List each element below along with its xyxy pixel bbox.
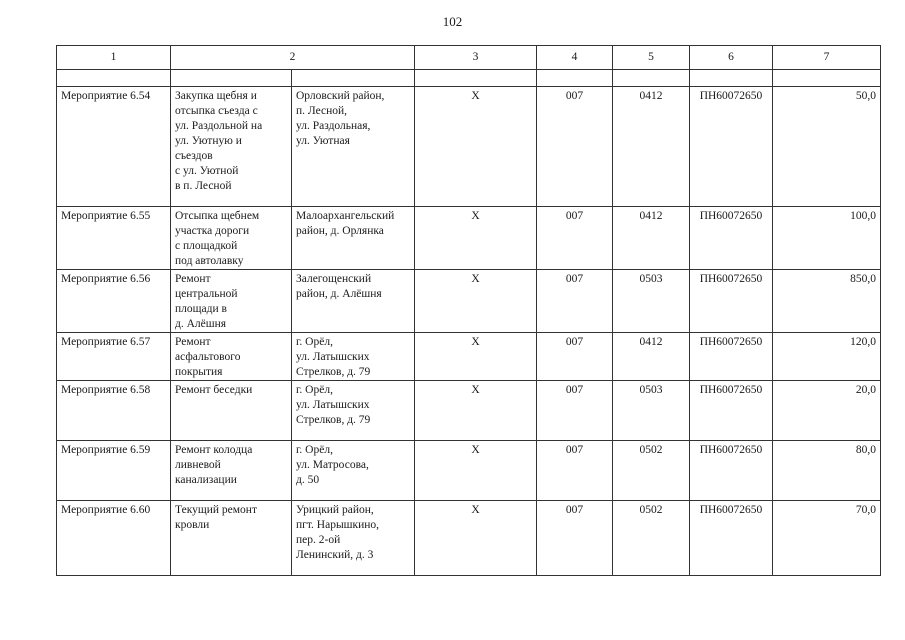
description-cell [171,333,292,381]
col5-cell: 0503 [613,270,690,333]
col5-cell: 0502 [613,501,690,576]
description-cell [171,207,292,270]
col3-cell: X [415,501,537,576]
location-cell-line: Орловский район, [296,90,385,102]
location-cell-line: пгт. Нарышкино, [296,519,380,531]
table-row [57,270,881,333]
header-col-4: 4 [537,46,613,70]
description-cell-line: Ремонт [175,273,211,285]
description-cell [171,87,292,207]
location-cell-line: район, д. Орлянка [296,225,384,237]
event-cell: Мероприятие 6.59 [57,441,171,501]
col4-cell: 007 [537,207,613,270]
col3-cell: X [415,381,537,441]
col3-cell: X [415,333,537,381]
location-cell-line: ул. Раздольная, [296,120,371,132]
col3-cell: X [415,207,537,270]
header-col-1: 1 [57,46,171,70]
location-cell-line: район, д. Алёшня [296,288,382,300]
description-cell-line: покрытия [175,366,223,378]
description-cell-line: в п. Лесной [175,180,232,192]
location-cell [292,501,415,576]
description-cell-line: д. Алёшня [175,318,227,330]
location-cell-line: Урицкий район, [296,504,374,516]
description-cell-line: Текущий ремонт [175,504,257,516]
event-cell: Мероприятие 6.54 [57,87,171,207]
amount-cell: 70,0 [773,501,881,576]
event-cell: Мероприятие 6.56 [57,270,171,333]
location-cell [292,207,415,270]
description-cell [171,501,292,576]
header-col-3: 3 [415,46,537,70]
table-row [57,87,881,207]
amount-cell: 100,0 [773,207,881,270]
table-row [57,333,881,381]
col4-cell: 007 [537,270,613,333]
header-row [57,46,881,70]
description-cell-line: асфальтового [175,351,241,363]
description-cell-line: с ул. Уютной [175,165,239,177]
amount-cell: 850,0 [773,270,881,333]
location-cell-line: Ленинский, д. 3 [296,549,374,561]
table-row [57,207,881,270]
event-cell: Мероприятие 6.58 [57,381,171,441]
table-row [57,381,881,441]
description-cell-line: Отсыпка щебнем [175,210,260,222]
col3-cell: X [415,270,537,333]
location-cell-line: ул. Матросова, [296,459,369,471]
col4-cell: 007 [537,333,613,381]
event-cell: Мероприятие 6.55 [57,207,171,270]
code-cell: ПН60072650 [690,270,773,333]
location-cell-line: ул. Латышских [296,351,370,363]
code-cell: ПН60072650 [690,501,773,576]
amount-cell: 50,0 [773,87,881,207]
description-cell-line: Ремонт [175,336,211,348]
description-cell-line: кровли [175,519,210,531]
description-cell-line: с площадкой [175,240,238,252]
description-cell-line: площади в [175,303,227,315]
description-cell [171,270,292,333]
description-cell [171,441,292,501]
event-cell: Мероприятие 6.57 [57,333,171,381]
location-cell-line: ул. Латышских [296,399,370,411]
location-cell-line: Залегощенский [296,273,372,285]
col4-cell: 007 [537,381,613,441]
col3-cell: X [415,441,537,501]
location-cell [292,87,415,207]
table-row [57,501,881,576]
description-cell-line: центральной [175,288,238,300]
location-cell-line: д. 50 [296,474,320,486]
code-cell: ПН60072650 [690,381,773,441]
location-cell-line: пер. 2-ой [296,534,341,546]
description-cell-line: Закупка щебня и [175,90,257,102]
location-cell-line: Стрелков, д. 79 [296,414,371,426]
location-cell-line: г. Орёл, [296,336,333,348]
amount-cell: 120,0 [773,333,881,381]
header-col-6: 6 [690,46,773,70]
header-col-2: 2 [171,46,415,70]
header-col-7: 7 [773,46,881,70]
code-cell: ПН60072650 [690,333,773,381]
location-cell [292,441,415,501]
col5-cell: 0503 [613,381,690,441]
location-cell-line: Стрелков, д. 79 [296,366,371,378]
code-cell: ПН60072650 [690,207,773,270]
code-cell: ПН60072650 [690,87,773,207]
location-cell [292,381,415,441]
amount-cell: 80,0 [773,441,881,501]
table-row [57,441,881,501]
description-cell [171,381,292,441]
col3-cell: X [415,87,537,207]
description-cell-line: под автолавку [175,255,244,267]
code-cell: ПН60072650 [690,441,773,501]
col5-cell: 0412 [613,207,690,270]
page-number: 102 [442,14,463,29]
col5-cell: 0502 [613,441,690,501]
description-cell-line: участка дороги [175,225,250,237]
location-cell [292,270,415,333]
location-cell-line: Малоархангельский [296,210,395,222]
spacer-row [57,70,881,87]
description-cell-line: ливневой [175,459,221,471]
col5-cell: 0412 [613,333,690,381]
budget-table [56,45,881,576]
location-cell [292,333,415,381]
description-cell-line: съездов [175,150,213,162]
location-cell-line: ул. Уютная [296,135,350,147]
description-cell-line: канализации [175,474,237,486]
description-cell-line: Ремонт колодца [175,444,253,456]
header-col-5: 5 [613,46,690,70]
location-cell-line: г. Орёл, [296,384,333,396]
amount-cell: 20,0 [773,381,881,441]
event-cell: Мероприятие 6.60 [57,501,171,576]
col4-cell: 007 [537,441,613,501]
col5-cell: 0412 [613,87,690,207]
col4-cell: 007 [537,87,613,207]
location-cell-line: г. Орёл, [296,444,333,456]
description-cell-line: Ремонт беседки [175,384,253,396]
description-cell-line: ул. Уютную и [175,135,242,147]
description-cell-line: отсыпка съезда с [175,105,258,117]
description-cell-line: ул. Раздольной на [175,120,263,132]
col4-cell: 007 [537,501,613,576]
location-cell-line: п. Лесной, [296,105,348,117]
